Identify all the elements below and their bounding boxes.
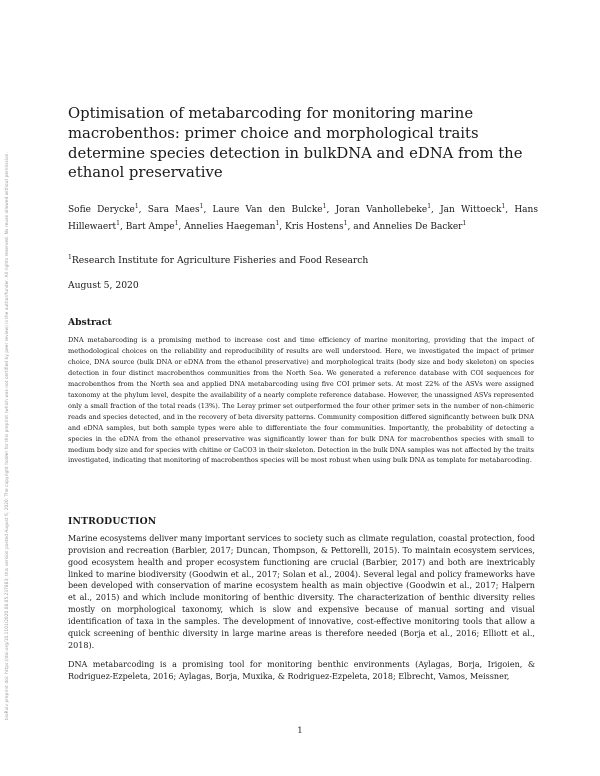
- author-separator: ,: [505, 205, 515, 215]
- paper-title: Optimisation of metabarcoding for monitoring marine macrobenthos: primer choice and morphological traits determine species detection in bulkDNA and eDNA from the ethanol preservative: [68, 105, 523, 182]
- introduction-paragraph: Marine ecosystems deliver many important services to society such as climate regulation, coastal protection, food provision and recreation (Barbier, 2017; Duncan, Thompson, & Pettorelli, 2015). To maintain ecosystem services, good ecosystem health and proper ecosystem functioning are crucial (Barbier, 2017) and both are inextricably linked to marine biodiversity (Goodwin et al., 2017; Solan et al., 2004). Several legal and policy frameworks have been developed with conservation of marine ecosystem health as main objective (Goodwin et al., 2017; Halpern et al., 2015) and which include monitoring of benthic diversity. The characterization of benthic diversity relies mostly on morphological taxonomy, which is slow and expensive because of manual sorting and visual identification of taxa in the samples. The development of innovative, cost-effective monitoring tools that allow a quick screening of benthic diversity in large marine areas is therefore needed (Borja et al., 2016; Elliott et al., 2018).: [68, 534, 535, 650]
- author-separator: , and: [347, 222, 373, 233]
- author-separator: ,: [431, 205, 441, 215]
- author-affiliation-marker: 1: [174, 220, 179, 228]
- author-affiliation-marker: 1: [462, 220, 467, 228]
- author-affiliation-marker: 1: [134, 203, 139, 210]
- author-name: Kris Hostens: [285, 222, 344, 233]
- author-name: Annelies Haegeman: [184, 222, 276, 233]
- author-name: Hans Hillewaert: [68, 205, 538, 233]
- affiliation: [68, 252, 538, 267]
- author-affiliation-marker: 1: [199, 203, 204, 210]
- abstract-body: DNA metabarcoding is a promising method to increase cost and time efficiency of marine monitoring, providing that the impact of methodological choices on the reliability and reproducibility of results are well understood. Here, we investigated the impact of primer choice, DNA source (bulk DNA or eDNA from the ethanol preservative) and morphological traits (body size and body skeleton) on species detection in four distinct macrobenthos communities from the North Sea. We generated a reference database with COI sequences for macrobenthos from the North sea and applied DNA metabarcoding using five COI primer sets. At most 22% of the ASVs were assigned taxonomy at the phylum level, despite the availability of a nearly complete reference database. However, the unassigned ASVs represented only a small fraction of the total reads (13%). The Leray primer set outperformed the four other primer sets in the number of non-chimeric reads and species detected, and in the recovery of beta diversity patterns. Community composition differed significantly between bulk DNA and eDNA samples, but both sample types were able to differentiate the four communities. Importantly, the probability of detecting a species in the eDNA from the ethanol preservative was significantly lower than for bulk DNA for macrobenthos species with small to medium body size and for species with chitine or CaCO3 in their skeleton. Detection in the bulk DNA samples was not affected by the traits investigated, indicating that monitoring of macrobenthos species will be most robust when using bulk DNA as template for metabarcoding.: [68, 336, 534, 465]
- page-number: 1: [297, 726, 303, 736]
- publication-date: August 5, 2020: [68, 280, 139, 291]
- author-name: Annelies De Backer: [373, 222, 463, 233]
- author-affiliation-marker: 1: [275, 220, 280, 228]
- author-affiliation-marker: 1: [343, 220, 348, 228]
- author-name: Laure Van den Bulcke: [212, 205, 323, 215]
- author-name: Joran Vanhollebeke: [335, 205, 428, 215]
- author-affiliation-marker: 1: [322, 203, 327, 210]
- author-separator: ,: [119, 222, 126, 233]
- author-name: Jan Wittoeck: [440, 205, 502, 215]
- preprint-margin-note: bioRxiv preprint doi: https://doi.org/10.1101/2020.08.05.237883; this version posted August 6, 2020. The copyright holder for this preprint (which was not certified by peer review) is the author/funder. All rights reserved. No reuse allowed without permission.: [4, 152, 9, 720]
- author-separator: ,: [138, 205, 148, 215]
- affiliation-marker: 1: [68, 254, 72, 261]
- author-affiliation-marker: 1: [501, 203, 506, 210]
- author-affiliation-marker: 1: [116, 220, 120, 228]
- affiliation-text: Research Institute for Agriculture Fisheries and Food Research: [71, 255, 369, 267]
- author-name: Bart Ampe: [125, 222, 175, 233]
- abstract-heading: Abstract: [68, 317, 112, 328]
- author-separator: ,: [279, 222, 286, 233]
- author-separator: ,: [326, 205, 336, 215]
- author-separator: ,: [203, 205, 213, 215]
- introduction-heading: INTRODUCTION: [68, 516, 157, 527]
- author-affiliation-marker: 1: [427, 203, 432, 210]
- author-name: Sofie Derycke: [68, 205, 135, 215]
- author-list: [68, 200, 538, 235]
- introduction-paragraph: DNA metabarcoding is a promising tool for monitoring benthic environments (Aylagas, Borja, Irigoien, & Rodriguez-Ezpeleta, 2016; Aylagas, Borja, Muxika, & Rodriguez-Ezpeleta, 2018; Elbrecht, Vamos, Meissner,: [68, 660, 535, 681]
- author-name: Sara Maes: [147, 205, 200, 215]
- author-separator: ,: [178, 222, 185, 233]
